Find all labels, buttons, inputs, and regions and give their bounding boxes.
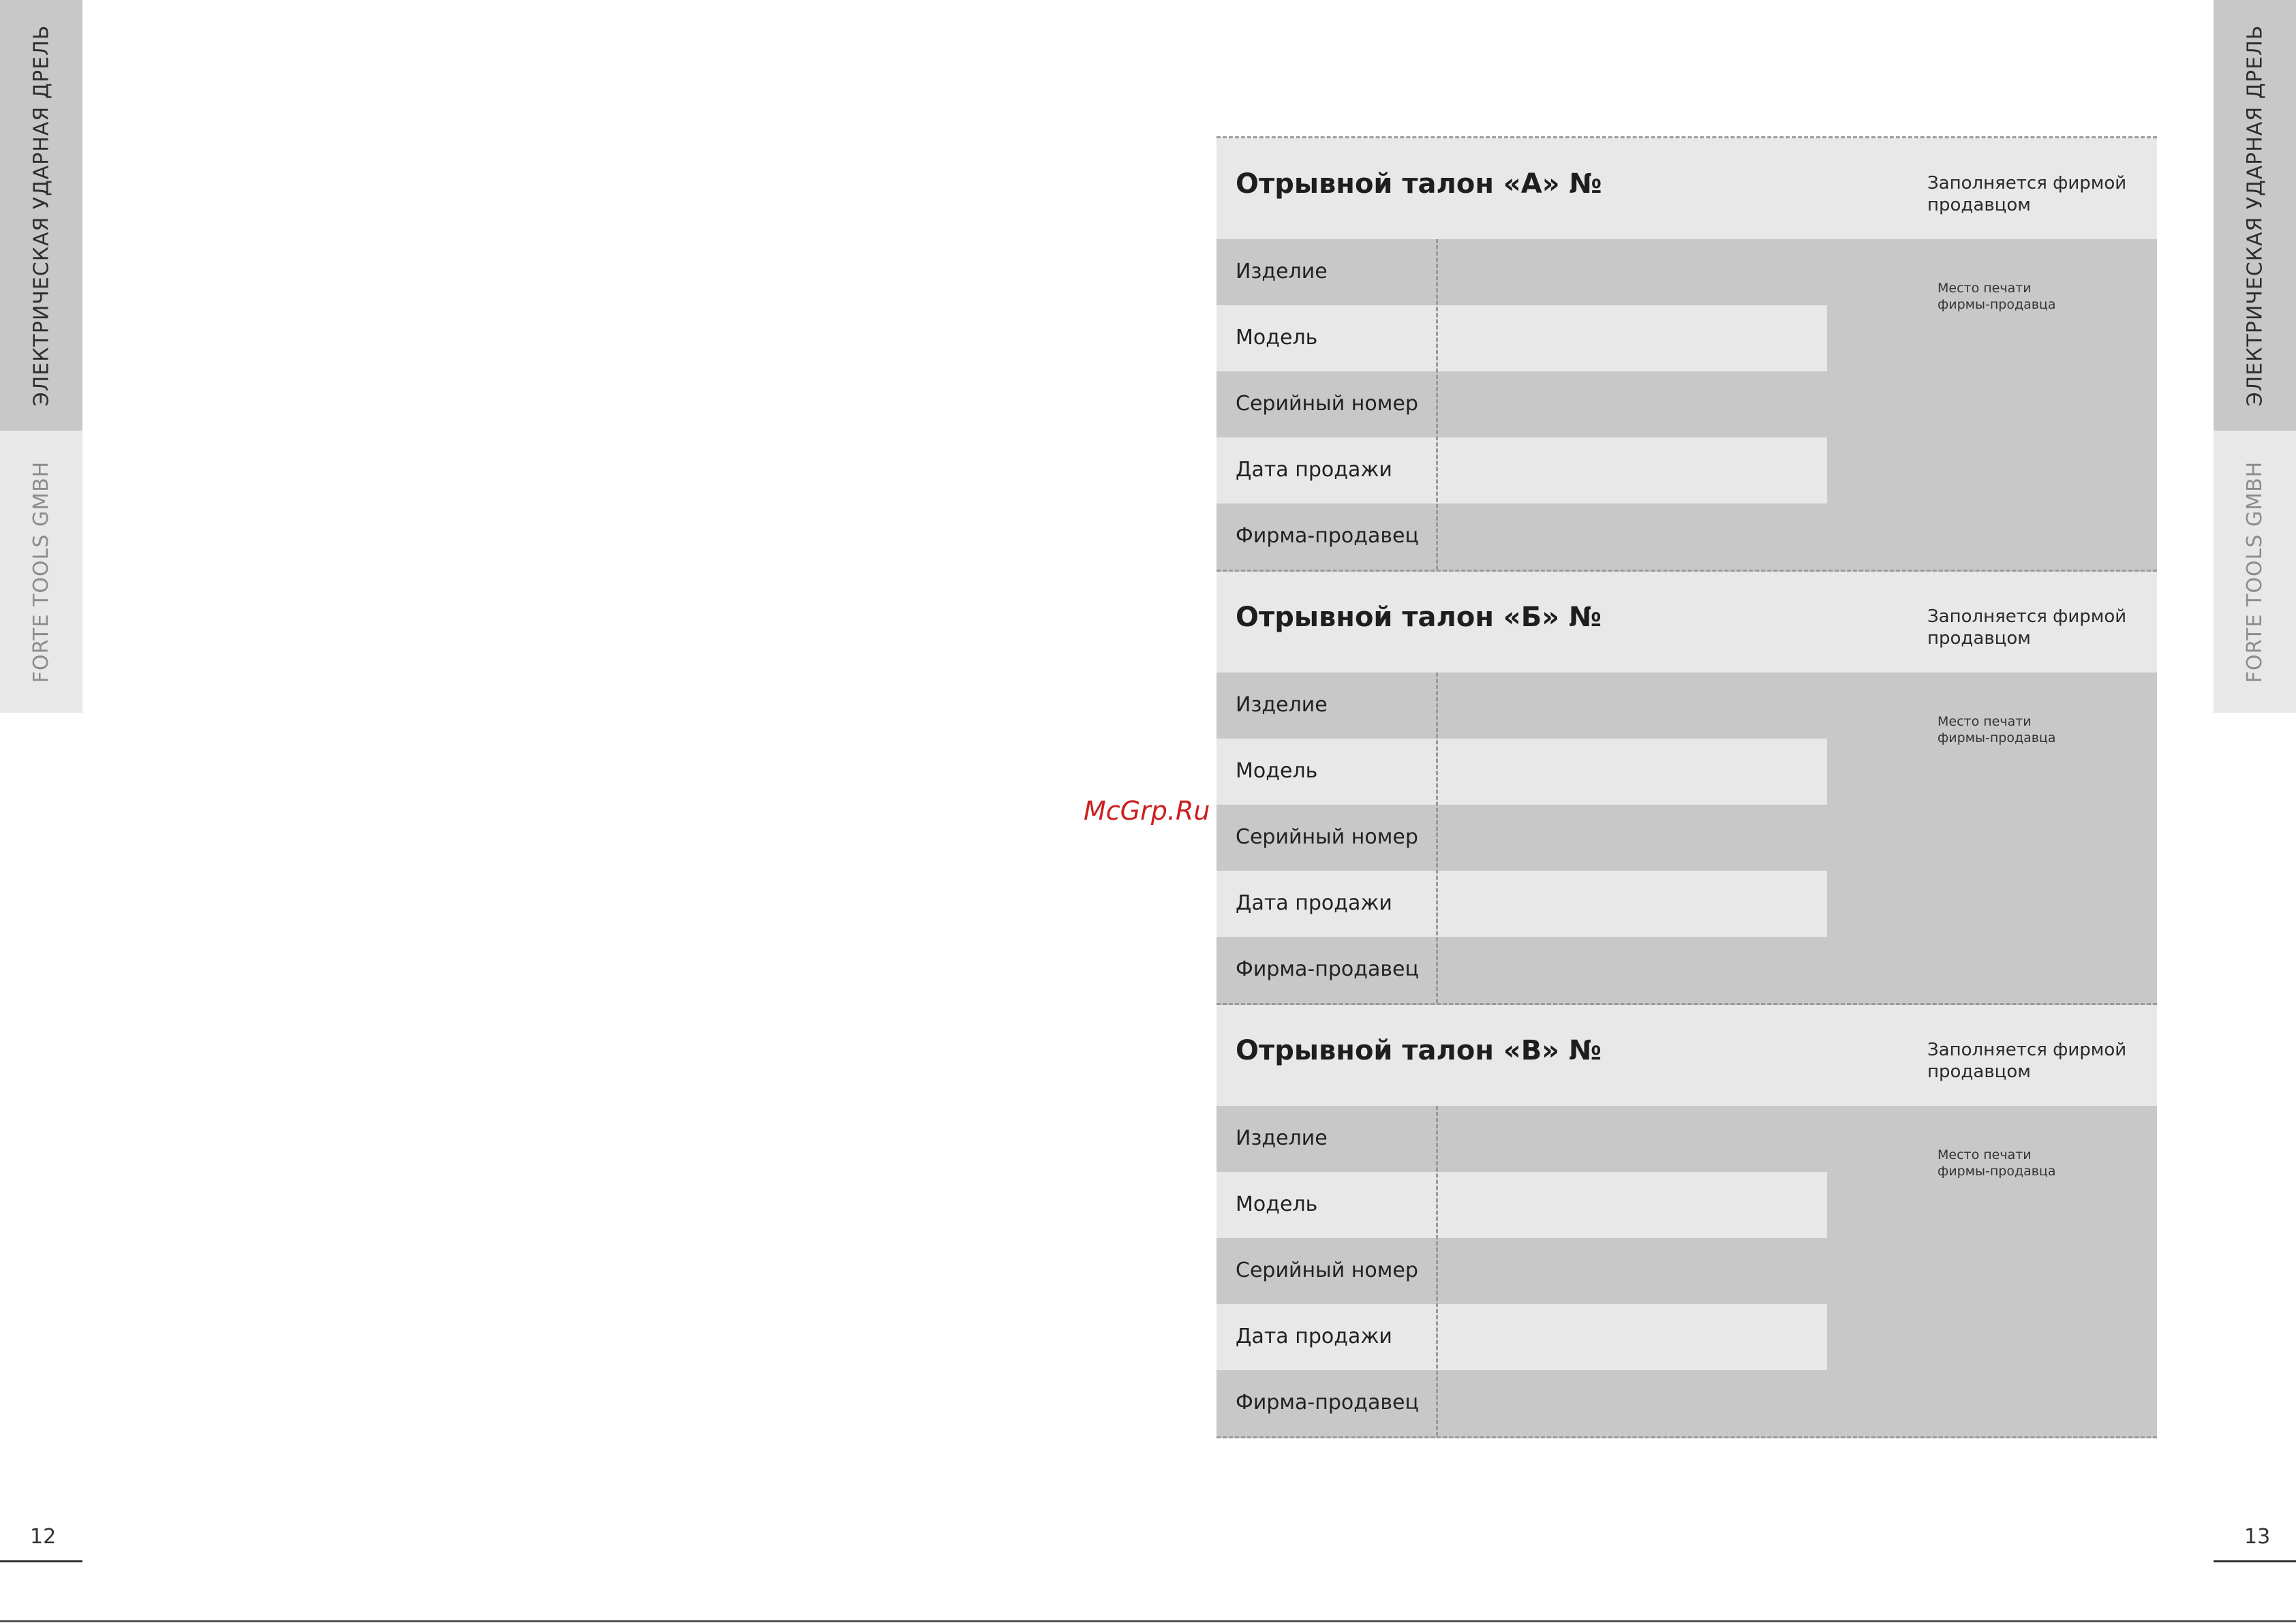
right-product-title: ЭЛЕКТРИЧЕСКАЯ УДАРНАЯ ДРЕЛЬ bbox=[2243, 25, 2267, 406]
coupon-title: Отрывной талон «А» № bbox=[1236, 168, 1602, 200]
field-label: Дата продажи bbox=[1236, 1325, 1392, 1348]
field-label: Изделие bbox=[1236, 693, 1328, 717]
left-brand-name: FORTE TOOLS GMBH bbox=[29, 461, 53, 683]
field-row-seller bbox=[1216, 504, 1827, 570]
right-page-rule bbox=[2214, 1560, 2296, 1562]
coupon-note: Заполняется фирмой продавцом bbox=[1927, 173, 2127, 215]
field-label: Фирма-продавец bbox=[1236, 957, 1419, 981]
field-label: Серийный номер bbox=[1236, 1258, 1418, 1282]
field-label: Фирма-продавец bbox=[1236, 1391, 1419, 1415]
column-divider bbox=[1436, 1106, 1438, 1436]
field-label: Дата продажи bbox=[1236, 891, 1392, 915]
field-label: Серийный номер bbox=[1236, 825, 1418, 849]
left-page-number: 12 bbox=[30, 1525, 57, 1549]
bottom-rule bbox=[0, 1620, 2296, 1622]
field-row-model bbox=[1216, 739, 1827, 805]
field-row-model bbox=[1216, 1172, 1827, 1238]
field-label: Модель bbox=[1236, 326, 1318, 350]
field-row-product bbox=[1216, 1106, 1827, 1172]
column-divider bbox=[1436, 239, 1438, 570]
field-row-sale-date bbox=[1216, 871, 1827, 937]
coupon-stack bbox=[1216, 136, 2157, 1442]
coupon-header bbox=[1216, 1005, 2157, 1106]
coupon-header bbox=[1216, 138, 2157, 239]
field-row-model bbox=[1216, 305, 1827, 371]
field-row-seller bbox=[1216, 937, 1827, 1003]
stamp-placeholder: Место печати фирмы-продавца bbox=[1938, 1147, 2056, 1179]
coupon-title: Отрывной талон «В» № bbox=[1236, 1035, 1602, 1066]
left-brand-tab bbox=[0, 431, 82, 713]
watermark: McGrp.Ru bbox=[1084, 796, 1210, 826]
coupon-note: Заполняется фирмой продавцом bbox=[1927, 606, 2127, 649]
right-page-number: 13 bbox=[2244, 1525, 2271, 1549]
field-row-sale-date bbox=[1216, 437, 1827, 504]
right-brand-name: FORTE TOOLS GMBH bbox=[2243, 461, 2267, 683]
field-row-serial bbox=[1216, 371, 1827, 437]
field-label: Фирма-продавец bbox=[1236, 524, 1419, 548]
coupon-v bbox=[1216, 1005, 2157, 1438]
field-row-product bbox=[1216, 673, 1827, 739]
stamp-placeholder: Место печати фирмы-продавца bbox=[1938, 714, 2056, 745]
left-product-title: ЭЛЕКТРИЧЕСКАЯ УДАРНАЯ ДРЕЛЬ bbox=[29, 25, 53, 406]
column-divider bbox=[1436, 673, 1438, 1003]
right-product-tab bbox=[2214, 0, 2296, 431]
coupon-b bbox=[1216, 572, 2157, 1005]
field-label: Серийный номер bbox=[1236, 392, 1418, 416]
field-row-seller bbox=[1216, 1370, 1827, 1436]
coupon-header bbox=[1216, 572, 2157, 673]
field-label: Изделие bbox=[1236, 260, 1328, 283]
field-row-sale-date bbox=[1216, 1304, 1827, 1370]
coupon-a bbox=[1216, 138, 2157, 572]
coupon-note: Заполняется фирмой продавцом bbox=[1927, 1040, 2127, 1082]
field-label: Модель bbox=[1236, 1192, 1318, 1216]
field-label: Модель bbox=[1236, 759, 1318, 783]
field-row-serial bbox=[1216, 805, 1827, 871]
left-page-rule bbox=[0, 1560, 82, 1562]
field-row-serial bbox=[1216, 1238, 1827, 1304]
field-row-product bbox=[1216, 239, 1827, 305]
right-brand-tab bbox=[2214, 431, 2296, 713]
coupon-title: Отрывной талон «Б» № bbox=[1236, 602, 1602, 633]
left-product-tab bbox=[0, 0, 82, 431]
field-label: Изделие bbox=[1236, 1126, 1328, 1150]
field-label: Дата продажи bbox=[1236, 458, 1392, 482]
stamp-placeholder: Место печати фирмы-продавца bbox=[1938, 281, 2056, 312]
